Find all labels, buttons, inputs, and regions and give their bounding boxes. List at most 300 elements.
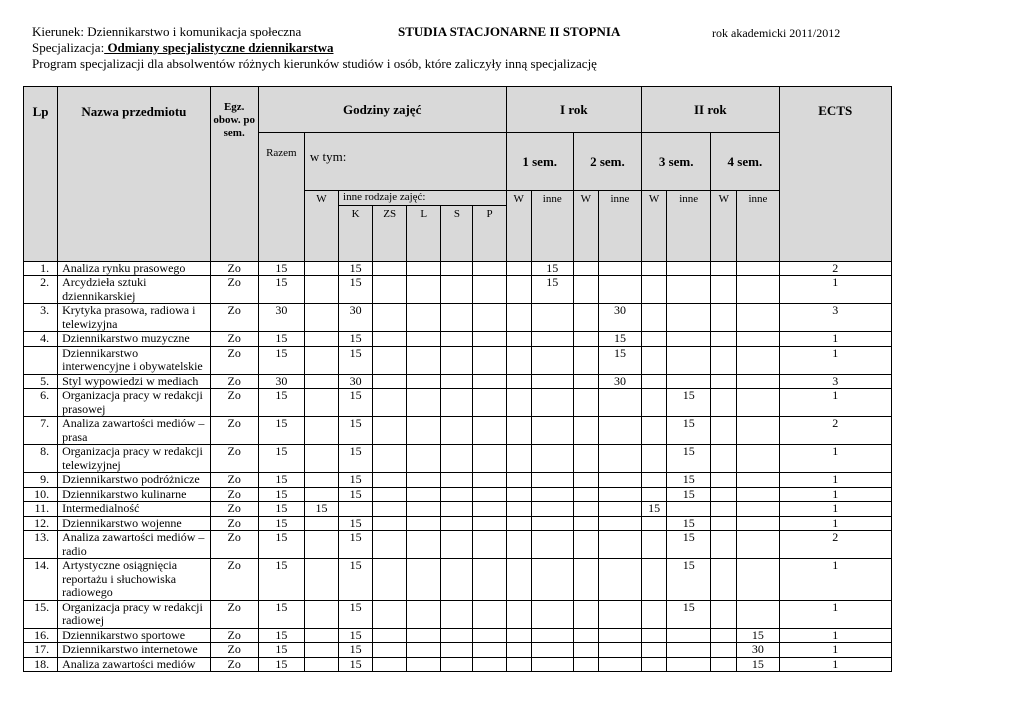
sem2-other-cell <box>598 261 641 276</box>
row-number-cell: 18. <box>24 657 58 672</box>
hours-total-cell: 15 <box>258 473 304 488</box>
hours-l-cell <box>407 389 441 417</box>
ects-cell: 1 <box>779 559 892 601</box>
col-header-hours: Godziny zajęć <box>258 87 506 133</box>
sem4-other-cell <box>737 473 779 488</box>
sem3-lectures-cell <box>642 332 667 347</box>
table-row <box>24 643 892 658</box>
exam-type-cell: Zo <box>210 276 258 304</box>
hours-s-cell <box>441 657 473 672</box>
sem3-lectures-cell <box>642 374 667 389</box>
sem3-other-cell: 15 <box>667 389 711 417</box>
hours-zs-cell <box>373 417 407 445</box>
hours-lectures-cell <box>304 261 338 276</box>
sem4-other-cell <box>737 559 779 601</box>
row-number-cell: 5. <box>24 374 58 389</box>
exam-type-cell: Zo <box>210 559 258 601</box>
sem1-other-cell <box>531 600 573 628</box>
sem1-lectures-cell <box>506 332 531 347</box>
hours-s-cell <box>441 389 473 417</box>
hours-lectures-cell <box>304 304 338 332</box>
sem2-other-cell <box>598 531 641 559</box>
sem1-other-cell <box>531 346 573 374</box>
col-header-sem-3: 3 sem. <box>642 133 711 191</box>
sem3-lectures-cell <box>642 417 667 445</box>
hours-k-cell: 15 <box>339 346 373 374</box>
row-number-cell: 16. <box>24 628 58 643</box>
ects-cell: 2 <box>779 531 892 559</box>
col-header-k: K <box>339 205 373 261</box>
col-header-sem1-w: W <box>506 191 531 262</box>
subject-name-cell: Organizacja pracy w redakcji radiowej <box>58 600 211 628</box>
sem3-lectures-cell <box>642 628 667 643</box>
hours-zs-cell <box>373 445 407 473</box>
hours-zs-cell <box>373 389 407 417</box>
hours-l-cell <box>407 487 441 502</box>
sem2-lectures-cell <box>573 487 598 502</box>
sem4-other-cell: 30 <box>737 643 779 658</box>
sem1-lectures-cell <box>506 487 531 502</box>
sem3-other-cell <box>667 304 711 332</box>
ects-cell: 2 <box>779 417 892 445</box>
ects-cell: 1 <box>779 600 892 628</box>
sem3-lectures-cell <box>642 516 667 531</box>
hours-k-cell: 15 <box>339 261 373 276</box>
sem4-other-cell <box>737 304 779 332</box>
subject-name-cell: Intermedialność <box>58 502 211 517</box>
sem4-other-cell <box>737 445 779 473</box>
hours-total-cell: 15 <box>258 559 304 601</box>
sem1-other-cell <box>531 304 573 332</box>
sem2-other-cell <box>598 473 641 488</box>
sem3-other-cell <box>667 374 711 389</box>
sem2-other-cell: 30 <box>598 374 641 389</box>
row-number-cell: 11. <box>24 502 58 517</box>
exam-type-cell: Zo <box>210 389 258 417</box>
hours-lectures-cell <box>304 332 338 347</box>
row-number-cell: 7. <box>24 417 58 445</box>
hours-s-cell <box>441 304 473 332</box>
hours-s-cell <box>441 600 473 628</box>
hours-l-cell <box>407 600 441 628</box>
col-header-sem1-other: inne <box>531 191 573 262</box>
sem3-other-cell: 15 <box>667 600 711 628</box>
sem2-other-cell: 15 <box>598 332 641 347</box>
sem1-lectures-cell <box>506 516 531 531</box>
sem3-other-cell: 15 <box>667 473 711 488</box>
hours-total-cell: 15 <box>258 643 304 658</box>
sem1-other-cell <box>531 559 573 601</box>
row-number-cell: 1. <box>24 261 58 276</box>
hours-total-cell: 15 <box>258 417 304 445</box>
subject-name-cell: Styl wypowiedzi w mediach <box>58 374 211 389</box>
sem1-other-cell <box>531 445 573 473</box>
ects-cell: 3 <box>779 304 892 332</box>
sem2-other-cell: 15 <box>598 346 641 374</box>
hours-l-cell <box>407 657 441 672</box>
sem4-other-cell <box>737 374 779 389</box>
hours-lectures-cell <box>304 276 338 304</box>
table-row <box>24 487 892 502</box>
sem3-other-cell: 15 <box>667 445 711 473</box>
hours-l-cell <box>407 628 441 643</box>
sem2-other-cell: 30 <box>598 304 641 332</box>
sem2-lectures-cell <box>573 445 598 473</box>
hours-p-cell <box>473 516 506 531</box>
hours-lectures-cell <box>304 600 338 628</box>
hours-zs-cell <box>373 628 407 643</box>
hours-lectures-cell <box>304 657 338 672</box>
hours-l-cell <box>407 332 441 347</box>
sem4-lectures-cell <box>711 643 737 658</box>
sem1-other-cell <box>531 657 573 672</box>
col-header-sem3-w: W <box>642 191 667 262</box>
header-specialization-name: Odmiany specjalistyczne dziennikarstwa <box>104 40 334 55</box>
hours-k-cell: 15 <box>339 332 373 347</box>
subject-name-cell: Dziennikarstwo podróżnicze <box>58 473 211 488</box>
hours-zs-cell <box>373 374 407 389</box>
hours-zs-cell <box>373 332 407 347</box>
subject-name-cell: Artystyczne osiągnięcia reportażu i słuchowiska radiowego <box>58 559 211 601</box>
hours-zs-cell <box>373 643 407 658</box>
hours-zs-cell <box>373 516 407 531</box>
hours-p-cell <box>473 261 506 276</box>
sem1-lectures-cell <box>506 304 531 332</box>
sem4-lectures-cell <box>711 473 737 488</box>
sem4-lectures-cell <box>711 487 737 502</box>
sem3-lectures-cell <box>642 600 667 628</box>
col-header-sem4-w: W <box>711 191 737 262</box>
sem3-other-cell: 15 <box>667 516 711 531</box>
col-header-year-1: I rok <box>506 87 641 133</box>
table-row <box>24 516 892 531</box>
hours-s-cell <box>441 261 473 276</box>
subject-name-cell: Organizacja pracy w redakcji prasowej <box>58 389 211 417</box>
hours-s-cell <box>441 445 473 473</box>
hours-lectures-cell <box>304 445 338 473</box>
exam-type-cell: Zo <box>210 445 258 473</box>
col-header-s: S <box>441 205 473 261</box>
sem1-lectures-cell <box>506 628 531 643</box>
sem1-lectures-cell <box>506 643 531 658</box>
row-number-cell <box>24 346 58 374</box>
sem3-lectures-cell <box>642 531 667 559</box>
exam-type-cell: Zo <box>210 628 258 643</box>
sem1-other-cell <box>531 473 573 488</box>
sem3-lectures-cell <box>642 346 667 374</box>
hours-k-cell: 15 <box>339 473 373 488</box>
hours-p-cell <box>473 600 506 628</box>
ects-cell: 1 <box>779 332 892 347</box>
table-row <box>24 417 892 445</box>
hours-k-cell: 30 <box>339 304 373 332</box>
sem2-lectures-cell <box>573 389 598 417</box>
sem3-other-cell: 15 <box>667 417 711 445</box>
hours-l-cell <box>407 304 441 332</box>
sem4-other-cell <box>737 516 779 531</box>
ects-cell: 3 <box>779 374 892 389</box>
row-number-cell: 17. <box>24 643 58 658</box>
sem3-lectures-cell <box>642 304 667 332</box>
row-number-cell: 2. <box>24 276 58 304</box>
hours-l-cell <box>407 473 441 488</box>
exam-type-cell: Zo <box>210 502 258 517</box>
hours-k-cell: 15 <box>339 657 373 672</box>
sem4-lectures-cell <box>711 600 737 628</box>
row-number-cell: 10. <box>24 487 58 502</box>
hours-k-cell: 15 <box>339 643 373 658</box>
sem2-lectures-cell <box>573 628 598 643</box>
exam-type-cell: Zo <box>210 600 258 628</box>
sem3-lectures-cell <box>642 559 667 601</box>
ects-cell: 1 <box>779 657 892 672</box>
hours-s-cell <box>441 516 473 531</box>
exam-type-cell: Zo <box>210 473 258 488</box>
sem1-lectures-cell <box>506 600 531 628</box>
ects-cell: 1 <box>779 445 892 473</box>
subject-name-cell: Krytyka prasowa, radiowa i telewizyjna <box>58 304 211 332</box>
subject-name-cell: Dziennikarstwo wojenne <box>58 516 211 531</box>
sem1-lectures-cell <box>506 531 531 559</box>
sem2-lectures-cell <box>573 276 598 304</box>
subject-name-cell: Analiza zawartości mediów – prasa <box>58 417 211 445</box>
sem4-other-cell: 15 <box>737 657 779 672</box>
hours-total-cell: 15 <box>258 502 304 517</box>
col-header-lp: Lp <box>24 87 58 262</box>
sem4-other-cell <box>737 487 779 502</box>
exam-type-cell: Zo <box>210 643 258 658</box>
sem4-lectures-cell <box>711 304 737 332</box>
hours-lectures-cell <box>304 643 338 658</box>
sem1-other-cell: 15 <box>531 276 573 304</box>
sem3-other-cell <box>667 261 711 276</box>
sem2-lectures-cell <box>573 559 598 601</box>
hours-s-cell <box>441 332 473 347</box>
sem4-other-cell <box>737 417 779 445</box>
sem4-other-cell <box>737 346 779 374</box>
hours-total-cell: 15 <box>258 346 304 374</box>
sem1-lectures-cell <box>506 445 531 473</box>
subject-name-cell: Analiza zawartości mediów <box>58 657 211 672</box>
sem4-other-cell <box>737 261 779 276</box>
col-header-ects: ECTS <box>779 87 892 262</box>
hours-lectures-cell <box>304 346 338 374</box>
sem4-lectures-cell <box>711 276 737 304</box>
sem1-lectures-cell <box>506 374 531 389</box>
table-row <box>24 657 892 672</box>
col-header-sem-1: 1 sem. <box>506 133 573 191</box>
hours-total-cell: 15 <box>258 389 304 417</box>
hours-zs-cell <box>373 531 407 559</box>
exam-type-cell: Zo <box>210 304 258 332</box>
hours-p-cell <box>473 374 506 389</box>
sem3-other-cell: 15 <box>667 559 711 601</box>
exam-type-cell: Zo <box>210 487 258 502</box>
sem4-other-cell: 15 <box>737 628 779 643</box>
col-header-subject-name: Nazwa przedmiotu <box>58 87 211 262</box>
sem4-lectures-cell <box>711 389 737 417</box>
sem2-lectures-cell <box>573 417 598 445</box>
hours-k-cell: 15 <box>339 389 373 417</box>
sem3-lectures-cell <box>642 261 667 276</box>
col-header-l: L <box>407 205 441 261</box>
hours-p-cell <box>473 389 506 417</box>
subject-name-cell: Analiza zawartości mediów – radio <box>58 531 211 559</box>
hours-lectures-cell <box>304 374 338 389</box>
sem3-lectures-cell <box>642 473 667 488</box>
subject-name-cell: Dziennikarstwo internetowe <box>58 643 211 658</box>
header-study-mode: STUDIA STACJONARNE II STOPNIA <box>398 24 621 39</box>
ects-cell: 1 <box>779 516 892 531</box>
table-header <box>24 87 892 262</box>
sem1-lectures-cell <box>506 417 531 445</box>
table-row <box>24 600 892 628</box>
hours-p-cell <box>473 628 506 643</box>
sem1-lectures-cell <box>506 502 531 517</box>
hours-s-cell <box>441 643 473 658</box>
col-header-sem4-other: inne <box>737 191 779 262</box>
sem2-other-cell <box>598 276 641 304</box>
hours-k-cell: 15 <box>339 600 373 628</box>
hours-lectures-cell <box>304 417 338 445</box>
col-header-lectures: W <box>304 191 338 262</box>
exam-type-cell: Zo <box>210 346 258 374</box>
row-number-cell: 12. <box>24 516 58 531</box>
hours-zs-cell <box>373 657 407 672</box>
program-table <box>23 86 892 672</box>
sem2-lectures-cell <box>573 600 598 628</box>
col-header-sem-2: 2 sem. <box>573 133 641 191</box>
hours-total-cell: 15 <box>258 600 304 628</box>
hours-l-cell <box>407 516 441 531</box>
header-specialization-label: Specjalizacja: <box>32 40 105 55</box>
hours-lectures-cell <box>304 389 338 417</box>
subject-name-cell: Dziennikarstwo interwencyjne i obywatelskie <box>58 346 211 374</box>
hours-k-cell: 15 <box>339 516 373 531</box>
sem1-other-cell <box>531 332 573 347</box>
hours-total-cell: 15 <box>258 516 304 531</box>
col-header-year-2: II rok <box>642 87 779 133</box>
hours-s-cell <box>441 417 473 445</box>
hours-l-cell <box>407 261 441 276</box>
hours-total-cell: 15 <box>258 487 304 502</box>
sem2-other-cell <box>598 657 641 672</box>
sem2-lectures-cell <box>573 657 598 672</box>
header-specialization <box>32 40 334 56</box>
sem1-lectures-cell <box>506 657 531 672</box>
sem3-lectures-cell <box>642 487 667 502</box>
hours-s-cell <box>441 487 473 502</box>
sem2-lectures-cell <box>573 502 598 517</box>
hours-zs-cell <box>373 261 407 276</box>
sem3-other-cell <box>667 628 711 643</box>
hours-l-cell <box>407 445 441 473</box>
exam-type-cell: Zo <box>210 516 258 531</box>
hours-p-cell <box>473 531 506 559</box>
sem4-lectures-cell <box>711 516 737 531</box>
hours-p-cell <box>473 643 506 658</box>
sem4-other-cell <box>737 389 779 417</box>
sem4-lectures-cell <box>711 559 737 601</box>
sem4-lectures-cell <box>711 374 737 389</box>
hours-total-cell: 15 <box>258 628 304 643</box>
hours-total-cell: 15 <box>258 445 304 473</box>
hours-s-cell <box>441 531 473 559</box>
sem3-lectures-cell <box>642 276 667 304</box>
exam-type-cell: Zo <box>210 531 258 559</box>
sem3-lectures-cell: 15 <box>642 502 667 517</box>
sem2-lectures-cell <box>573 643 598 658</box>
table-row <box>24 332 892 347</box>
sem4-lectures-cell <box>711 261 737 276</box>
hours-zs-cell <box>373 346 407 374</box>
subject-name-cell: Organizacja pracy w redakcji telewizyjnej <box>58 445 211 473</box>
hours-s-cell <box>441 276 473 304</box>
subject-name-cell: Arcydzieła sztuki dziennikarskiej <box>58 276 211 304</box>
hours-k-cell: 15 <box>339 487 373 502</box>
hours-s-cell <box>441 346 473 374</box>
sem2-lectures-cell <box>573 346 598 374</box>
hours-total-cell: 15 <box>258 332 304 347</box>
sem3-other-cell <box>667 276 711 304</box>
hours-zs-cell <box>373 502 407 517</box>
table-row <box>24 304 892 332</box>
sem3-other-cell <box>667 332 711 347</box>
table-row <box>24 261 892 276</box>
sem4-lectures-cell <box>711 628 737 643</box>
sem1-other-cell <box>531 531 573 559</box>
sem4-other-cell <box>737 332 779 347</box>
ects-cell: 2 <box>779 261 892 276</box>
col-header-exam: Egz. obow. po sem. <box>210 87 258 262</box>
sem2-other-cell <box>598 559 641 601</box>
sem4-other-cell <box>737 276 779 304</box>
hours-l-cell <box>407 276 441 304</box>
table-row <box>24 559 892 601</box>
hours-s-cell <box>441 473 473 488</box>
hours-lectures-cell <box>304 531 338 559</box>
sem3-lectures-cell <box>642 445 667 473</box>
ects-cell: 1 <box>779 389 892 417</box>
sem2-other-cell <box>598 487 641 502</box>
col-header-other-classes: inne rodzaje zajęć: <box>339 191 507 206</box>
hours-zs-cell <box>373 473 407 488</box>
sem4-other-cell <box>737 531 779 559</box>
col-header-sem3-other: inne <box>667 191 711 262</box>
sem1-other-cell <box>531 502 573 517</box>
hours-p-cell <box>473 346 506 374</box>
sem4-lectures-cell <box>711 657 737 672</box>
hours-s-cell <box>441 374 473 389</box>
sem4-lectures-cell <box>711 531 737 559</box>
hours-zs-cell <box>373 487 407 502</box>
row-number-cell: 15. <box>24 600 58 628</box>
sem2-lectures-cell <box>573 304 598 332</box>
sem1-other-cell <box>531 389 573 417</box>
col-header-including: w tym: <box>304 133 506 191</box>
table-body <box>24 261 892 672</box>
row-number-cell: 8. <box>24 445 58 473</box>
hours-l-cell <box>407 502 441 517</box>
hours-l-cell <box>407 559 441 601</box>
exam-type-cell: Zo <box>210 417 258 445</box>
ects-cell: 1 <box>779 346 892 374</box>
hours-k-cell: 15 <box>339 445 373 473</box>
sem3-lectures-cell <box>642 657 667 672</box>
hours-k-cell: 15 <box>339 276 373 304</box>
hours-total-cell: 30 <box>258 374 304 389</box>
hours-lectures-cell <box>304 487 338 502</box>
